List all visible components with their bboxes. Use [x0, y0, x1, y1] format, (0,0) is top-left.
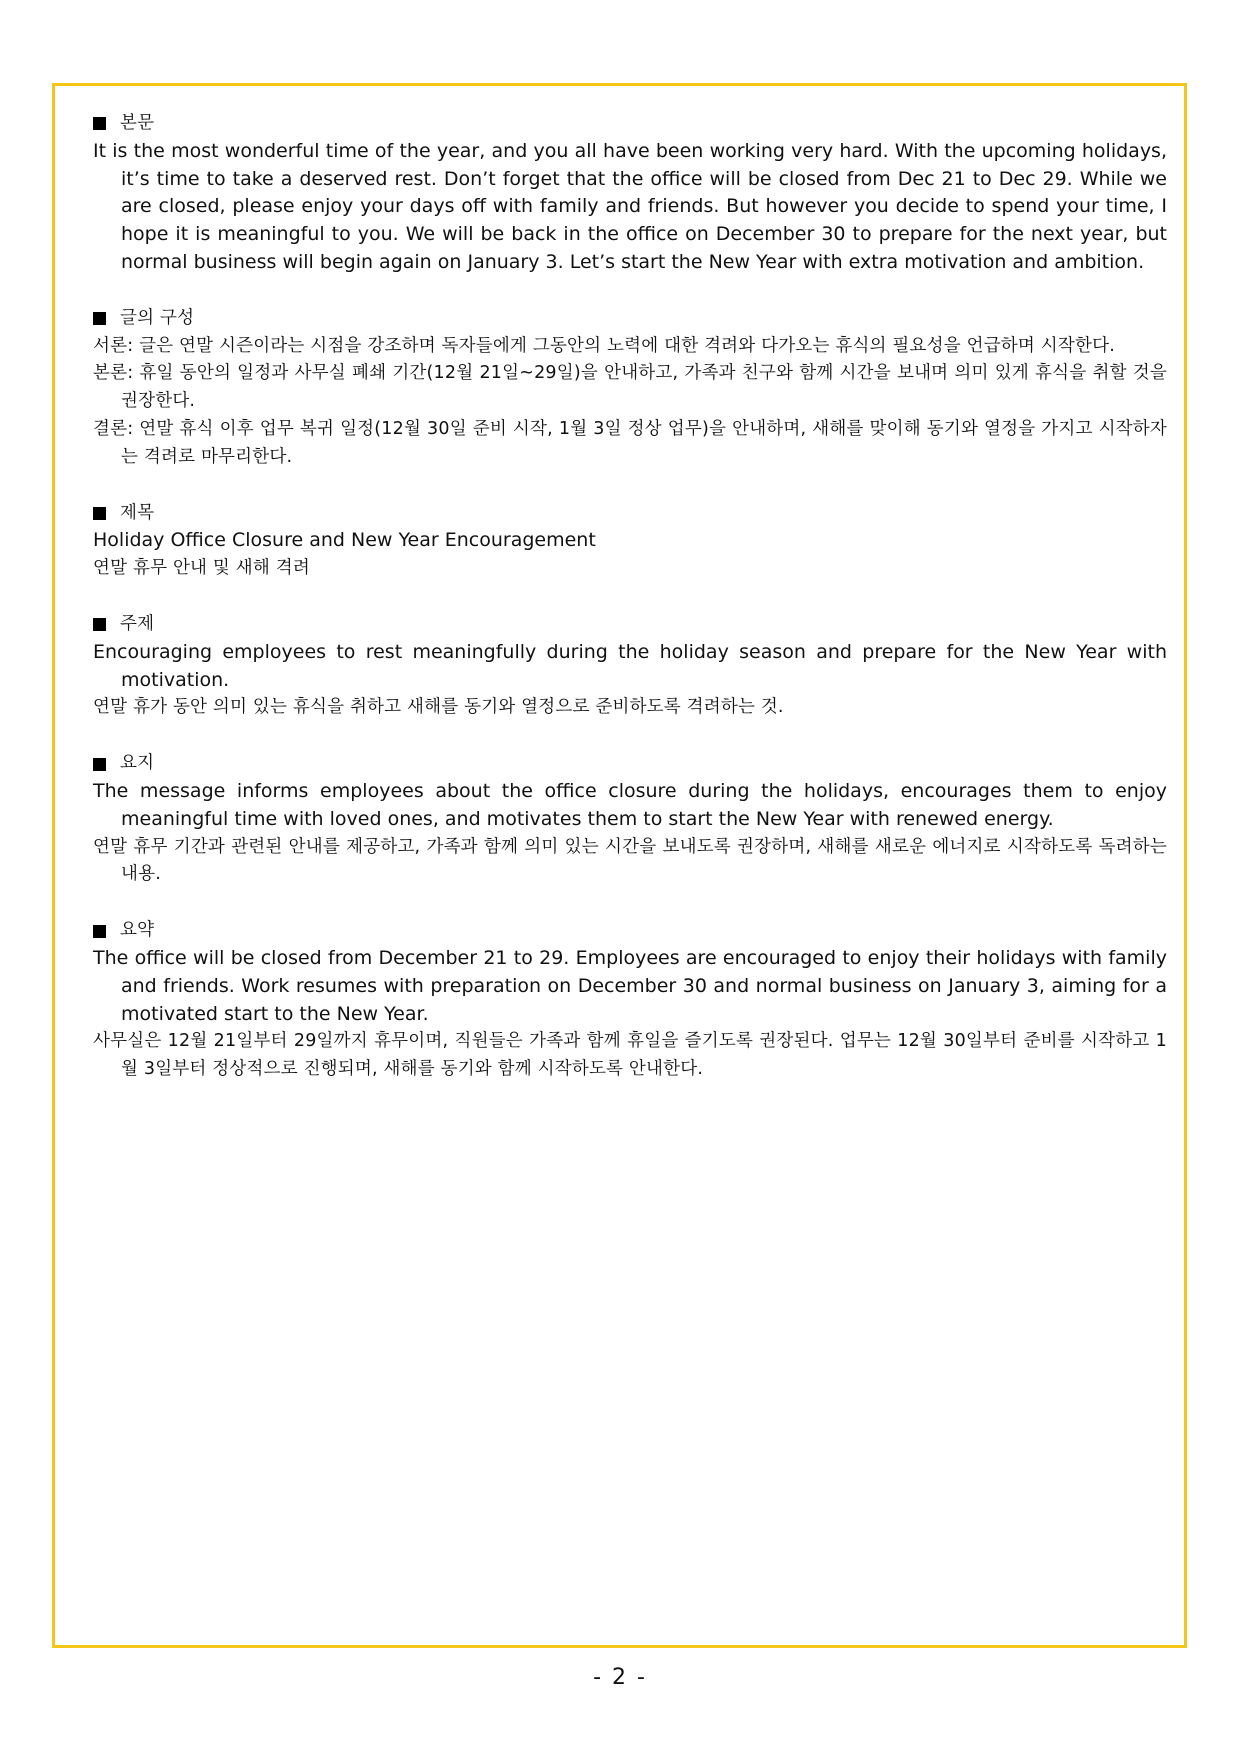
- square-bullet-icon: [93, 117, 106, 130]
- section-heading-label: 요약: [120, 920, 155, 941]
- page-number: - 2 -: [593, 1665, 647, 1690]
- section-summary: [93, 917, 1167, 1084]
- section-heading: [93, 917, 1167, 945]
- theme-korean: 연말 휴가 동안 의미 있는 휴식을 취하고 새해를 동기와 열정으로 준비하도록 격려하는 것.: [93, 697, 784, 718]
- theme-english: Encouraging employees to rest meaningfully during the holiday season and prepare for the New Year with motivation.: [93, 640, 1167, 691]
- summary-korean: 사무실은 12월 21일부터 29일까지 휴무이며, 직원들은 가족과 함께 휴일을 즐기도록 권장된다. 업무는 12월 30일부터 준비를 시작하고 1월 3일부터 정상적으로 진행되며, 새해를 동기와 함께 시작하도록 안내한다.: [93, 1031, 1167, 1080]
- summary-english: The office will be closed from December 21 to 29. Employees are encouraged to enjoy their holidays with family and friends. Work resumes with preparation on December 30 and normal business on January 3, aiming for a motivated start to the New Year.: [93, 946, 1167, 1025]
- square-bullet-icon: [93, 507, 106, 520]
- gist-english: The message informs employees about the office closure during the holidays, encourages them to enjoy meaningful time with loved ones, and motivates them to start the New Year with renewed energy.: [93, 779, 1167, 830]
- body-paragraph: It is the most wonderful time of the year, and you all have been working very hard. With the upcoming holidays, it’s time to take a deserved rest. Don’t forget that the office will be closed from Dec 21 to Dec 29. While we are closed, please enjoy your days off with family and friends. But however you decide to spend your time, I hope it is meaningful to you. We will be back in the office on December 30 to prepare for the next year, but normal business will begin again on January 3. Let’s start the New Year with extra motivation and ambition.: [93, 139, 1167, 273]
- section-heading-label: 주제: [120, 613, 155, 634]
- square-bullet-icon: [93, 618, 106, 631]
- title-english: Holiday Office Closure and New Year Encouragement: [93, 529, 596, 552]
- section-heading: [93, 110, 1167, 138]
- square-bullet-icon: [93, 925, 106, 938]
- section-heading: [93, 611, 1167, 639]
- section-heading: [93, 750, 1167, 778]
- section-heading-label: 요지: [120, 753, 155, 774]
- gist-korean: 연말 휴무 기간과 관련된 안내를 제공하고, 가족과 함께 의미 있는 시간을 보내도록 권장하며, 새해를 새로운 에너지로 시작하도록 독려하는 내용.: [93, 836, 1167, 885]
- section-heading-label: 본문: [120, 113, 155, 133]
- title-korean: 연말 휴무 안내 및 새해 격려: [93, 558, 310, 579]
- section-structure: [93, 305, 1167, 472]
- section-heading-label: 글의 구성: [120, 307, 195, 328]
- document-content: [93, 110, 1167, 1112]
- square-bullet-icon: [93, 312, 106, 325]
- structure-intro: 서론: 글은 연말 시즌이라는 시점을 강조하며 독자들에게 그동안의 노력에 대한 격려와 다가오는 휴식의 필요성을 언급하며 시작한다.: [93, 335, 1115, 356]
- section-heading: [93, 305, 1167, 333]
- square-bullet-icon: [93, 758, 106, 771]
- section-gist: [93, 750, 1167, 889]
- structure-conclusion: 결론: 연말 휴식 이후 업무 복귀 일정(12월 30일 준비 시작, 1월 3일 정상 업무)을 안내하며, 새해를 맞이해 동기와 열정을 가지고 시작하자는 격려로 마무리한다.: [93, 418, 1167, 467]
- structure-main: 본론: 휴일 동안의 일정과 사무실 폐쇄 기간(12월 21일~29일)을 안내하고, 가족과 친구와 함께 시간을 보내며 의미 있게 휴식을 취할 것을 권장한다.: [93, 363, 1167, 412]
- section-body: [93, 110, 1167, 277]
- section-heading-label: 제목: [120, 502, 155, 523]
- section-heading: [93, 500, 1167, 528]
- section-title: [93, 500, 1167, 583]
- section-theme: [93, 611, 1167, 722]
